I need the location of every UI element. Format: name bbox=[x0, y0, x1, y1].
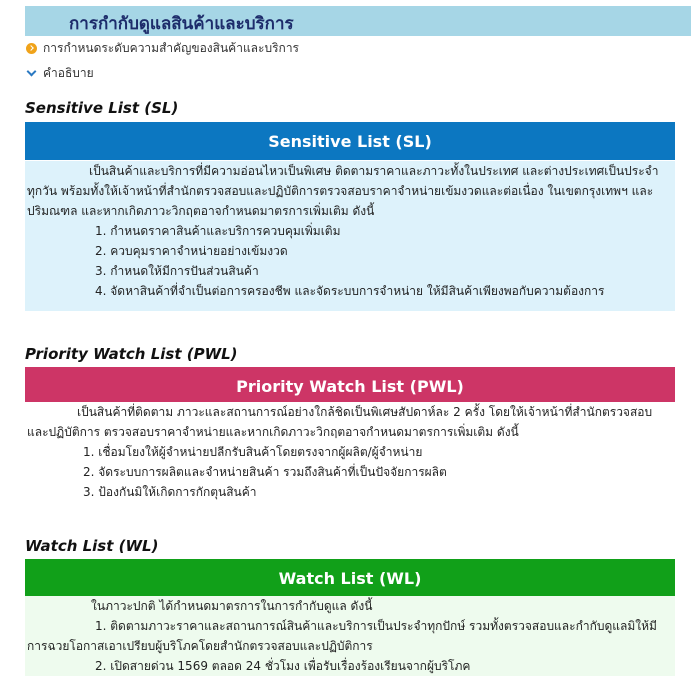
pwl-banner: Priority Watch List (PWL) bbox=[25, 367, 675, 405]
wl-intro: ในภาวะปกติ ได้กำหนดมาตรการในการกำกับดูแล ดังนี้ bbox=[91, 599, 373, 613]
pwl-item-1: 1. เชื่อมโยงให้ผู้จำหน่ายปลีกรับสินค้าโดยตรงจากผู้ผลิต/ผู้จำหน่าย bbox=[83, 445, 423, 459]
sl-panel bbox=[25, 161, 675, 311]
pwl-intro: เป็นสินค้าที่ติดตาม ภาวะและสถานการณ์อย่างใกล้ชิดเป็นพิเศษสัปดาห์ละ 2 ครั้ง โดยให้เจ้าหน้าที่สำนักตรวจสอบและปฏิบัติการ ตรวจสอบราคาจำหน่ายและหากเกิดภาวะวิกฤตอาจกำหนดมาตรการเพิ่มเติม ดังนี้ bbox=[27, 405, 653, 439]
pwl-item-3: 3. ป้องกันมิให้เกิดการกักตุนสินค้า bbox=[83, 485, 257, 499]
wl-panel bbox=[25, 596, 675, 676]
sl-item-4: 4. จัดหาสินค้าที่จำเป็นต่อการครองชีพ และจัดระบบการจำหน่าย ให้มีสินค้าเพียงพอกับความต้องการ bbox=[95, 284, 605, 298]
wl-heading: Watch List (WL) bbox=[25, 537, 159, 555]
sl-item-2: 2. ควบคุมราคาจำหน่ายอย่างเข้มงวด bbox=[95, 244, 288, 258]
explanation-toggle[interactable] bbox=[25, 64, 94, 82]
wl-item-1: 1. ติดตามภาวะราคาและสถานการณ์สินค้าและบริการเป็นประจำทุกปักษ์ รวมทั้งตรวจสอบและกำกับดูแลมิให้มีการฉวยโอกาสเอาเปรียบผู้บริโภคโดยสำนักตรวจสอบและปฏิบัติการ bbox=[27, 619, 657, 653]
sl-heading: Sensitive List (SL) bbox=[25, 99, 179, 117]
arrow-circle-icon bbox=[25, 42, 37, 54]
pwl-panel bbox=[25, 402, 675, 506]
sl-item-1: 1. กำหนดราคาสินค้าและบริการควบคุมเพิ่มเติม bbox=[95, 224, 341, 238]
wl-banner: Watch List (WL) bbox=[25, 559, 675, 597]
explanation-toggle-label[interactable]: คำอธิบาย bbox=[43, 65, 94, 80]
sl-intro: เป็นสินค้าและบริการที่มีความอ่อนไหวเป็นพิเศษ ติดตามราคาและภาวะทั้งในประเทศ และต่างประเทศเป็นประจำทุกวัน พร้อมทั้งให้เจ้าหน้าที่สำนักตรวจสอบและปฏิบัติการตรวจสอบราคาจำหน่ายเข้มงวดและต่อเนื่อง ในเขตกรุงเทพฯ และปริมณฑล และหากเกิดภาวะวิกฤตอาจกำหนดมาตรการเพิ่มเติม ดังนี้ bbox=[27, 164, 659, 218]
sl-item-3: 3. กำหนดให้มีการปันส่วนสินค้า bbox=[95, 264, 259, 278]
chevron-down-icon[interactable] bbox=[25, 67, 37, 79]
pwl-heading: Priority Watch List (PWL) bbox=[25, 345, 238, 363]
page-title: การกำกับดูแลสินค้าและบริการ bbox=[69, 14, 294, 34]
page-header bbox=[25, 6, 691, 36]
wl-item-2: 2. เปิดสายด่วน 1569 ตลอด 24 ชั่วโมง เพื่อรับเรื่องร้องเรียนจากผู้บริโภค bbox=[95, 659, 471, 673]
sl-banner: Sensitive List (SL) bbox=[25, 122, 675, 160]
priority-link-row[interactable] bbox=[25, 39, 299, 57]
pwl-item-2: 2. จัดระบบการผลิตและจำหน่ายสินค้า รวมถึงสินค้าที่เป็นปัจจัยการผลิต bbox=[83, 465, 447, 479]
priority-link[interactable]: การกำหนดระดับความสำคัญของสินค้าและบริการ bbox=[43, 40, 299, 55]
